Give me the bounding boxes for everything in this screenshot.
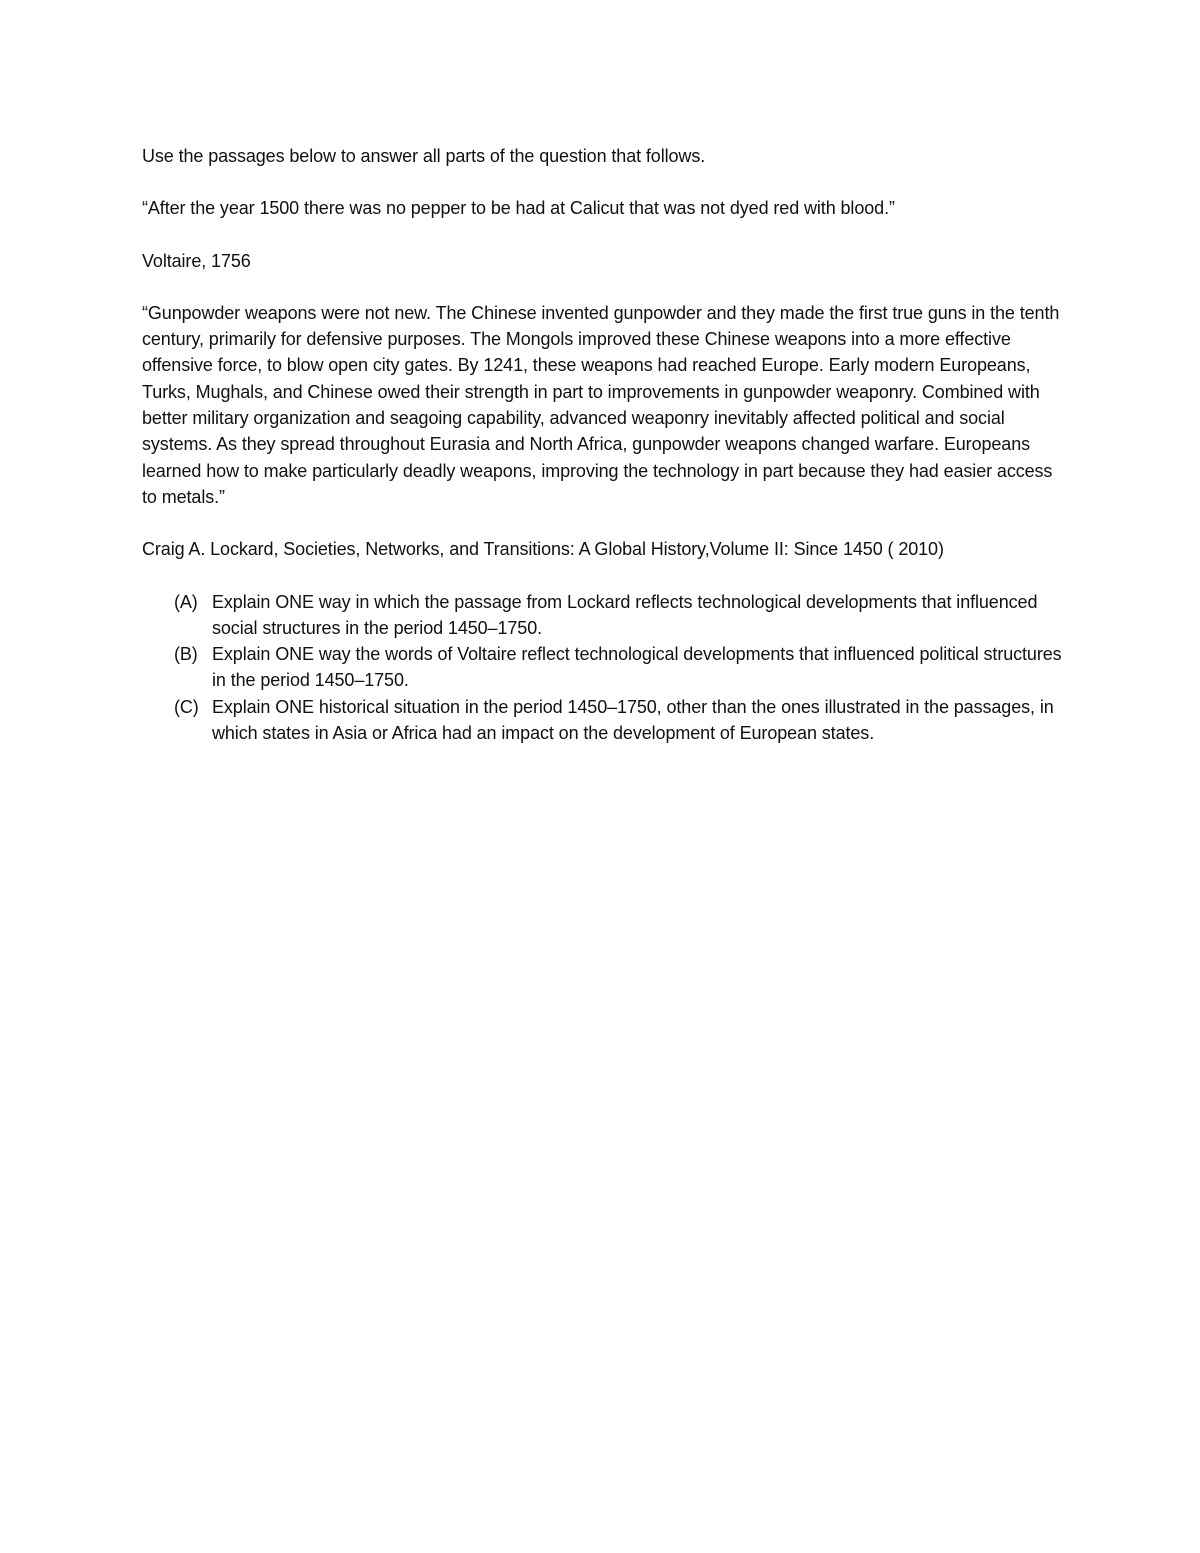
question-c-label: (C) — [174, 696, 199, 717]
question-list — [142, 589, 1062, 747]
instruction-text: Use the passages below to answer all parts of the question that follows. — [142, 146, 706, 166]
lockard-attribution: Craig A. Lockard, Societies, Networks, and Transitions: A Global History,Volume II: Since 1450 ( 2010) — [142, 539, 944, 560]
lockard-quote: “Gunpowder weapons were not new. The Chinese invented gunpowder and they made the first true guns in the tenth century, primarily for defensive purposes. The Mongols improved these Chinese weapons into a more effective offensive force, to blow open city gates. By 1241, these weapons had reached Europe. Early modern Europeans, Turks, Mughals, and Chinese owed their strength in part to improvements in gunpowder weaponry. Combined with better military organization and seagoing capability, advanced weaponry inevitably affected political and social systems. As they spread throughout Eurasia and North Africa, gunpowder weapons changed warfare. Europeans learned how to make particularly deadly weapons, improving the technology in part because they had easier access to metals.” — [142, 302, 1060, 507]
question-a-text: Explain ONE way in which the passage from Lockard reflects technological developments that influenced social structures in the period 1450–1750. — [212, 591, 1038, 638]
voltaire-attribution: Voltaire, 1756 — [142, 250, 251, 271]
question-a — [142, 589, 1062, 642]
question-c — [142, 694, 1062, 747]
document-body — [142, 143, 1062, 746]
question-b — [142, 641, 1062, 694]
question-c-text: Explain ONE historical situation in the period 1450–1750, other than the ones illustrated in the passages, in which states in Asia or Africa had an impact on the development of European states. — [212, 696, 1054, 744]
voltaire-quote: “After the year 1500 there was no pepper to be had at Calicut that was not dyed red with blood.” — [142, 198, 895, 219]
question-b-text: Explain ONE way the words of Voltaire reflect technological developments that influenced political structures in the period 1450–1750. — [212, 644, 1062, 691]
question-b-label: (B) — [174, 644, 198, 665]
question-a-label: (A) — [174, 591, 198, 612]
